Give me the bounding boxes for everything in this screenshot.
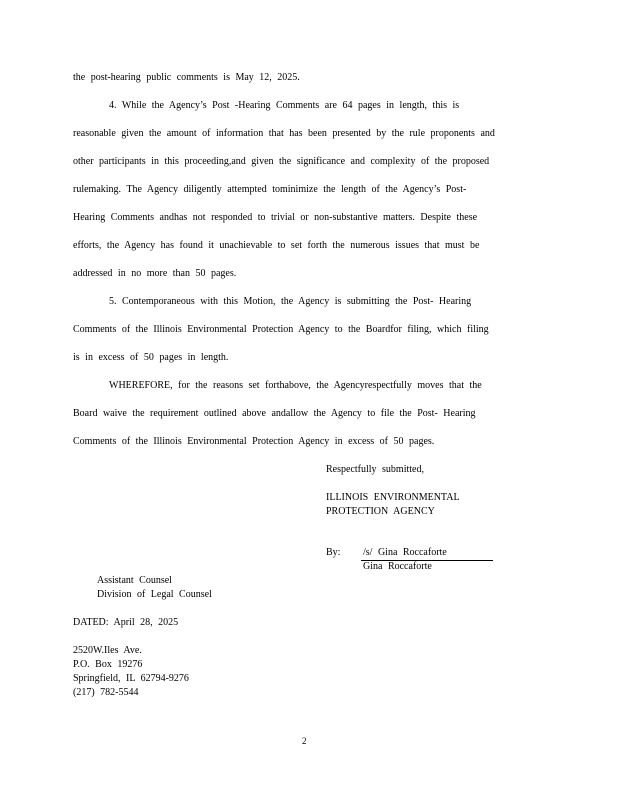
body-line: rulemaking. The Agency diligently attempted tominimize the length of the Agency’s Post- (73, 184, 467, 195)
address-phone: (217) 782-5544 (73, 687, 139, 698)
body-line: efforts, the Agency has found it unachievable to set forth the numerous issues that must be (73, 240, 480, 251)
body-line: is in excess of 50 pages in length. (73, 352, 229, 363)
page-number: 2 (302, 736, 307, 746)
electronic-signature: /s/ Gina Roccaforte (363, 547, 447, 558)
body-line: Board waive the requirement outlined above andallow the Agency to file the Post- Hearing (73, 408, 476, 419)
wherefore-first-line: WHEREFORE, for the reasons set forthabove, the Agencyrespectfully moves that the (109, 380, 482, 391)
body-line: Comments of the Illinois Environmental Protection Agency in excess of 50 pages. (73, 436, 435, 447)
agency-name-line-1: ILLINOIS ENVIRONMENTAL (326, 492, 460, 503)
body-line: reasonable given the amount of information that has been presented by the rule proponents and (73, 128, 495, 139)
counsel-division: Division of Legal Counsel (97, 589, 212, 600)
counsel-title: Assistant Counsel (97, 575, 172, 586)
paragraph-4-first-line: 4. While the Agency’s Post -Hearing Comments are 64 pages in length, this is (109, 100, 460, 111)
address-street: 2520W.Iles Ave. (73, 645, 142, 656)
agency-name-line-2: PROTECTION AGENCY (326, 506, 435, 517)
address-city: Springfield, IL 62794-9276 (73, 673, 189, 684)
address-po-box: P.O. Box 19276 (73, 659, 143, 670)
dated-line: DATED: April 28, 2025 (73, 617, 179, 628)
body-line: Comments of the Illinois Environmental Protection Agency to the Boardfor filing, which filing (73, 324, 489, 335)
body-line: the post-hearing public comments is May 12, 2025. (73, 72, 300, 83)
body-line: Hearing Comments andhas not responded to trivial or non-substantive matters. Despite these (73, 212, 478, 223)
signer-name: Gina Roccaforte (363, 561, 432, 572)
paragraph-5-first-line: 5. Contemporaneous with this Motion, the Agency is submitting the Post- Hearing (109, 296, 472, 307)
respectfully-submitted: Respectfully submitted, (326, 464, 424, 475)
body-line: other participants in this proceeding,and given the significance and complexity of the proposed (73, 156, 490, 167)
by-label: By: (326, 547, 341, 558)
body-line: addressed in no more than 50 pages. (73, 268, 237, 279)
